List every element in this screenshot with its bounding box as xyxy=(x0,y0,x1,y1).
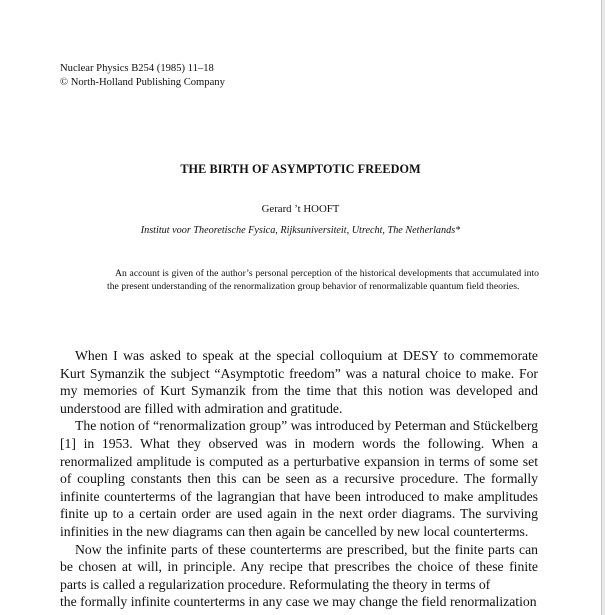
cutoff-line: the formally infinite counterterms in any case we may change the field renormalization xyxy=(60,594,537,610)
paper-title: THE BIRTH OF ASYMPTOTIC FREEDOM xyxy=(180,162,421,176)
paragraph-1: When I was asked to speak at the special colloquium at DESY to commemorate Kurt Symanzik the subject “Asymptotic freedom” was a natural choice to make. For my memories of Kurt Symanzik from the time that this notion was developed and understood are filled with admiration and gratitude. xyxy=(60,348,538,416)
publisher-line: © North-Holland Publishing Company xyxy=(60,77,225,88)
journal-masthead xyxy=(60,62,225,90)
author-affiliation: Institut voor Theoretische Fysica, Rijksuniversiteit, Utrecht, The Netherlands* xyxy=(140,225,461,236)
author-name: Gerard ’t HOOFT xyxy=(261,203,340,215)
body-text xyxy=(60,347,538,610)
paragraph-2: The notion of “renormalization group” was introduced by Peterman and Stückelberg [1] in 1953. What they observed was in modern words the following. When a renormalized amplitude is computed as a perturbative expansion in terms of some set of coupling constants then this can be seen as a recursive procedure. The formally infinite counterterms of the lagrangian that have been introduced to make amplitudes finite up to a certain order are used again in the next order diagrams. The surviving infinities in the new diagrams can then again be cancelled by new local counterterms. xyxy=(60,418,538,539)
abstract-text: An account is given of the author’s personal perception of the historical developments that accumulated into the present understanding of the renormalization group behavior of renormalizable quantum field theories. xyxy=(107,268,539,292)
paragraph-3: Now the infinite parts of these counterterms are prescribed, but the finite parts can be chosen at will, in principle. Any recipe that prescribes the choice of these finite parts is called a regularization procedure. Reformulating the theory in terms of xyxy=(60,541,538,592)
abstract xyxy=(107,267,539,293)
journal-citation: Nuclear Physics B254 (1985) 11–18 xyxy=(60,63,214,74)
